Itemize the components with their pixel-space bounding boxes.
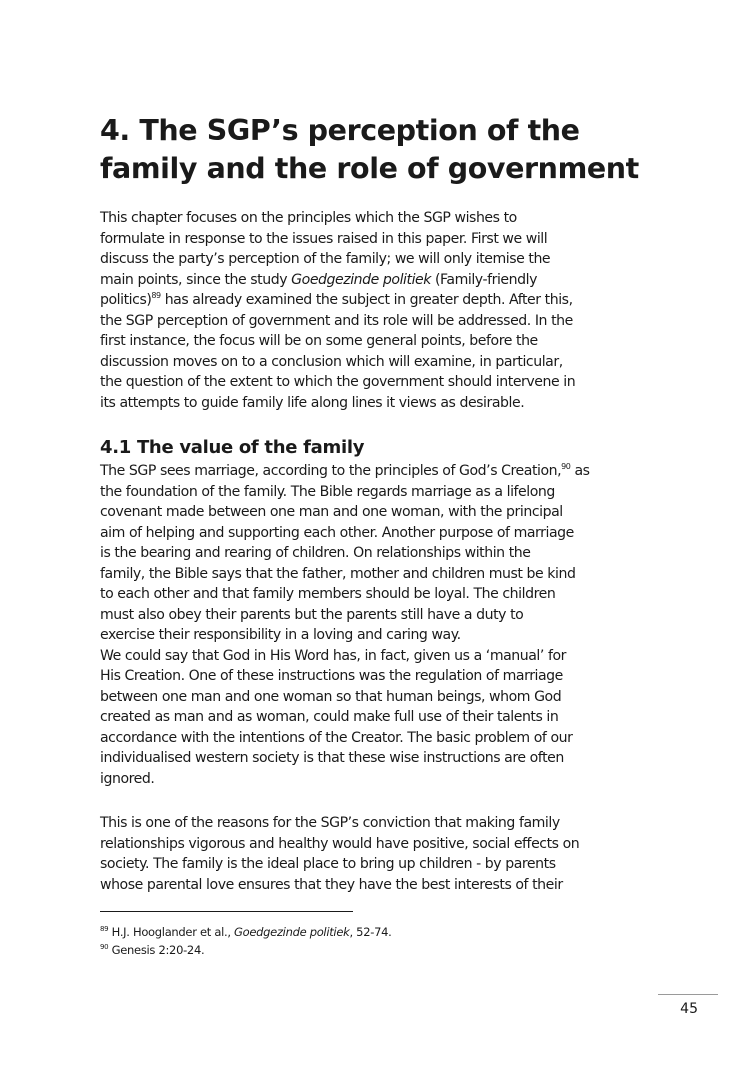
section-heading: 4.1 The value of the family bbox=[100, 437, 365, 458]
footnotes bbox=[100, 923, 500, 959]
text-line: individualised western society is that these wise instructions are often bbox=[100, 750, 564, 766]
footnote-90 bbox=[100, 941, 500, 959]
text-line: society. The family is the ideal place to bring up children - by parents bbox=[100, 856, 556, 872]
intro-paragraph bbox=[100, 208, 645, 413]
chapter-title: 4. The SGP’s perception of the family and the role of government bbox=[100, 114, 639, 185]
footnote-ref-90: 90 bbox=[561, 462, 571, 471]
text-line: family, the Bible says that the father, mother and children must be kind bbox=[100, 565, 576, 582]
text-run: as bbox=[570, 463, 590, 479]
text-line: exercise their responsibility in a loving and caring way. bbox=[100, 627, 461, 643]
text-line: the SGP perception of government and its role will be addressed. In the bbox=[100, 312, 573, 329]
footnote-number: 89 bbox=[100, 925, 109, 933]
footnote-divider bbox=[100, 911, 353, 912]
page-number: 45 bbox=[680, 1001, 698, 1017]
text-line: is the bearing and rearing of children. On relationships within the bbox=[100, 545, 531, 561]
text-line: This is one of the reasons for the SGP’s conviction that making family bbox=[100, 815, 560, 831]
footnote-text: , 52-74. bbox=[349, 925, 392, 939]
footnote-number: 90 bbox=[100, 943, 109, 951]
text-line: to each other and that family members should be loyal. The children bbox=[100, 586, 556, 602]
text-line: the foundation of the family. The Bible regards marriage as a lifelong bbox=[100, 483, 555, 500]
footnote-text: Genesis 2:20-24. bbox=[111, 943, 205, 957]
text-line: the question of the extent to which the government should intervene in bbox=[100, 374, 576, 390]
text-line: formulate in response to the issues raised in this paper. First we will bbox=[100, 230, 548, 247]
text-run: politics) bbox=[100, 292, 152, 308]
text-line: We could say that God in His Word has, in fact, given us a ‘manual’ for bbox=[100, 647, 566, 664]
text-run: (Family-friendly bbox=[430, 271, 537, 288]
text-line: relationships vigorous and healthy would have positive, social effects on bbox=[100, 835, 580, 852]
text-line: must also obey their parents but the parents still have a duty to bbox=[100, 606, 524, 623]
page-number-rule bbox=[658, 994, 718, 995]
text-line: This chapter focuses on the principles which the SGP wishes to bbox=[100, 210, 517, 226]
text-run: The SGP sees marriage, according to the principles of God’s Creation, bbox=[100, 463, 562, 479]
study-title-italic: Goedgezinde politiek bbox=[291, 271, 431, 288]
text-line: first instance, the focus will be on some general points, before the bbox=[100, 333, 538, 349]
text-run: main points, since the study bbox=[100, 271, 292, 288]
text-line: accordance with the intentions of the Creator. The basic problem of our bbox=[100, 729, 573, 746]
text-line bbox=[100, 461, 645, 482]
footnote-89 bbox=[100, 923, 500, 941]
text-line: created as man and as woman, could make full use of their talents in bbox=[100, 709, 559, 725]
text-line: discussion moves on to a conclusion which will examine, in particular, bbox=[100, 353, 563, 370]
footnote-text: H.J. Hooglander et al., bbox=[111, 925, 235, 939]
footnote-ref-89: 89 bbox=[151, 291, 161, 300]
text-line: aim of helping and supporting each other. Another purpose of marriage bbox=[100, 524, 574, 541]
section-paragraph-3 bbox=[100, 813, 645, 895]
text-line: ignored. bbox=[100, 770, 155, 787]
text-line: whose parental love ensures that they have the best interests of their bbox=[100, 876, 563, 893]
text-run: has already examined the subject in greater depth. After this, bbox=[160, 292, 573, 308]
text-line: between one man and one woman so that human beings, whom God bbox=[100, 688, 562, 705]
text-line: covenant made between one man and one woman, with the principal bbox=[100, 504, 563, 520]
section-paragraph-1 bbox=[100, 461, 645, 789]
text-line bbox=[100, 290, 645, 311]
text-line: its attempts to guide family life along lines it views as desirable. bbox=[100, 394, 525, 411]
text-line bbox=[100, 270, 645, 291]
text-line: His Creation. One of these instructions was the regulation of marriage bbox=[100, 668, 563, 684]
text-line: discuss the party’s perception of the family; we will only itemise the bbox=[100, 251, 551, 267]
footnote-italic: Goedgezinde politiek bbox=[234, 925, 350, 939]
